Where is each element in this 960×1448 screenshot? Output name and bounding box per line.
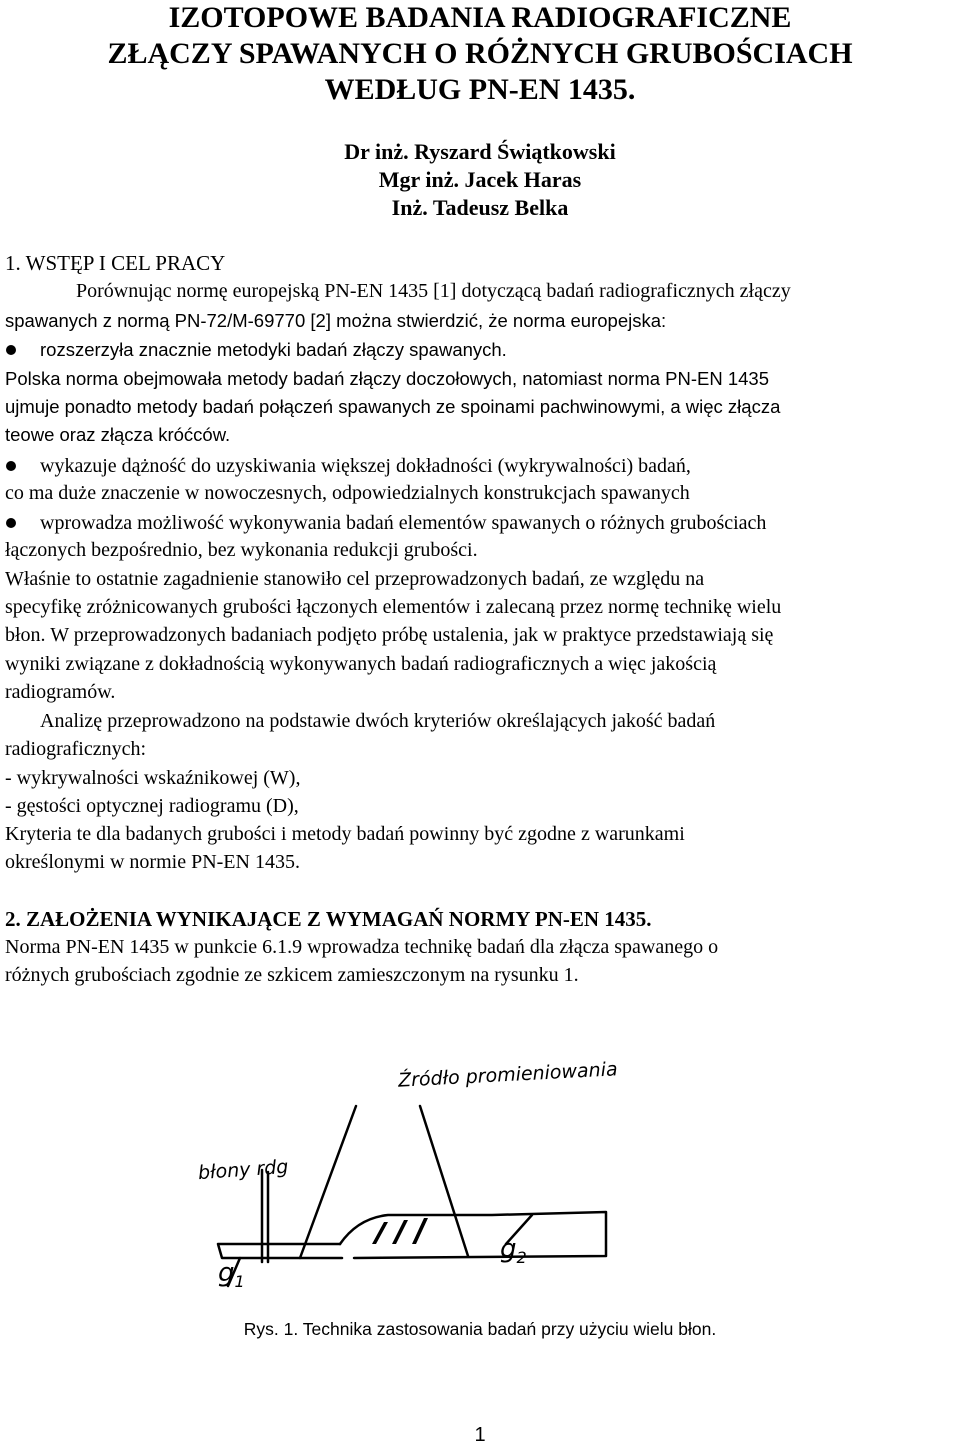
- g1-label: [218, 1258, 245, 1291]
- paragraph-2-line-4: wyniki związane z dokładnością wykonywanych badań radiograficznych a więc jakością: [5, 653, 717, 675]
- g2-letter: g: [500, 1234, 517, 1264]
- paragraph-2-line-3: błon. W przeprowadzonych badaniach podjęto próbę ustalenia, jak w praktyce przedstawiają się: [5, 624, 774, 646]
- author-1: Dr inż. Ryszard Świątkowski: [344, 139, 616, 164]
- bullet-2-continuation: co ma duże znaczenie w nowoczesnych, odpowiedzialnych konstrukcjach spawanych: [5, 482, 690, 504]
- radiation-source-label: Źródło promieniowania: [397, 1058, 619, 1092]
- g1-subscript: 1: [234, 1272, 245, 1292]
- bullet-2-text: wykazuje dążność do uzyskiwania większej dokładności (wykrywalności) badań,: [40, 455, 691, 477]
- section-2-heading: 2. ZAŁOŻENIA WYNIKAJĄCE Z WYMAGAŃ NORMY PN-EN 1435.: [5, 907, 652, 931]
- films-pointer: [262, 1170, 268, 1262]
- author-2: Mgr inż. Jacek Haras: [378, 167, 582, 192]
- section-2-line-2: różnych grubościach zgodnie ze szkicem zamieszczonym na rysunku 1.: [5, 964, 579, 986]
- paragraph-1-line-3: teowe oraz złącza króćców.: [5, 424, 231, 445]
- bullet-3-continuation: łączonych bezpośrednio, bez wykonania redukcji grubości.: [5, 539, 478, 561]
- paragraph-2-line-1: Właśnie to ostatnie zagadnienie stanowiło cel przeprowadzonych badań, ze względu na: [5, 568, 705, 590]
- title-line-3: WEDŁUG PN-EN 1435.: [324, 73, 636, 106]
- paragraph-3-line-1: Analizę przeprowadzono na podstawie dwóch kryteriów określających jakość badań: [40, 710, 716, 732]
- bullet-icon: [6, 518, 16, 528]
- g2-subscript: 2: [516, 1248, 527, 1268]
- paragraph-1-line-1: Polska norma obejmowała metody badań złączy doczołowych, natomiast norma PN-EN 1435: [5, 368, 770, 389]
- paragraph-2-line-2: specyfikę zróżnicowanych grubości łączonych elementów i zalecaną przez normę technikę wielu: [5, 596, 782, 618]
- radiation-ray-right: [420, 1106, 468, 1256]
- paragraph-4-line-2: określonymi w normie PN-EN 1435.: [5, 851, 300, 873]
- paragraph-4-line-1: Kryteria te dla badanych grubości i metody badań powinny być zgodne z warunkami: [5, 823, 685, 845]
- section-2-line-1: Norma PN-EN 1435 w punkcie 6.1.9 wprowadza technikę badań dla złącza spawanego o: [5, 936, 719, 958]
- figure-caption: Rys. 1. Technika zastosowania badań przy użyciu wielu błon.: [243, 1319, 717, 1339]
- title-line-1: IZOTOPOWE BADANIA RADIOGRAFICZNE: [168, 1, 792, 34]
- section-1-heading: 1. WSTĘP I CEL PRACY: [5, 251, 226, 275]
- section-1-intro-line-2: spawanych z normą PN-72/M-69770 [2] można stwierdzić, że norma europejska:: [5, 310, 667, 331]
- g2-label: [500, 1234, 527, 1267]
- paragraph-2-line-5: radiogramów.: [5, 681, 116, 703]
- thin-plate: [218, 1244, 342, 1258]
- bullet-icon: [6, 461, 16, 471]
- author-3: Inż. Tadeusz Belka: [391, 195, 569, 220]
- section-1-intro-line-1: Porównując normę europejską PN-EN 1435 [1] dotyczącą badań radiograficznych złączy: [76, 280, 791, 302]
- paragraph-1-line-2: ujmuje ponadto metody badań połączeń spawanych ze spoinami pachwinowymi, a więc złącza: [5, 396, 781, 417]
- page-number: 1: [474, 1424, 486, 1446]
- bullet-3-text: wprowadza możliwość wykonywania badań elementów spawanych o różnych grubościach: [40, 512, 767, 534]
- films-label: błony rdg: [197, 1155, 290, 1185]
- g1-letter: g: [218, 1258, 235, 1288]
- dash-item-2: - gęstości optycznej radiogramu (D),: [5, 795, 299, 817]
- hatch: [372, 1218, 428, 1244]
- title-line-2: ZŁĄCZY SPAWANYCH O RÓŻNYCH GRUBOŚCIACH: [107, 37, 853, 70]
- paragraph-3-line-2: radiograficznych:: [5, 738, 147, 760]
- bullet-1-text: rozszerzyła znacznie metodyki badań złączy spawanych.: [40, 339, 507, 360]
- bullet-icon: [6, 345, 16, 355]
- dash-item-1: - wykrywalności wskaźnikowej (W),: [5, 767, 301, 789]
